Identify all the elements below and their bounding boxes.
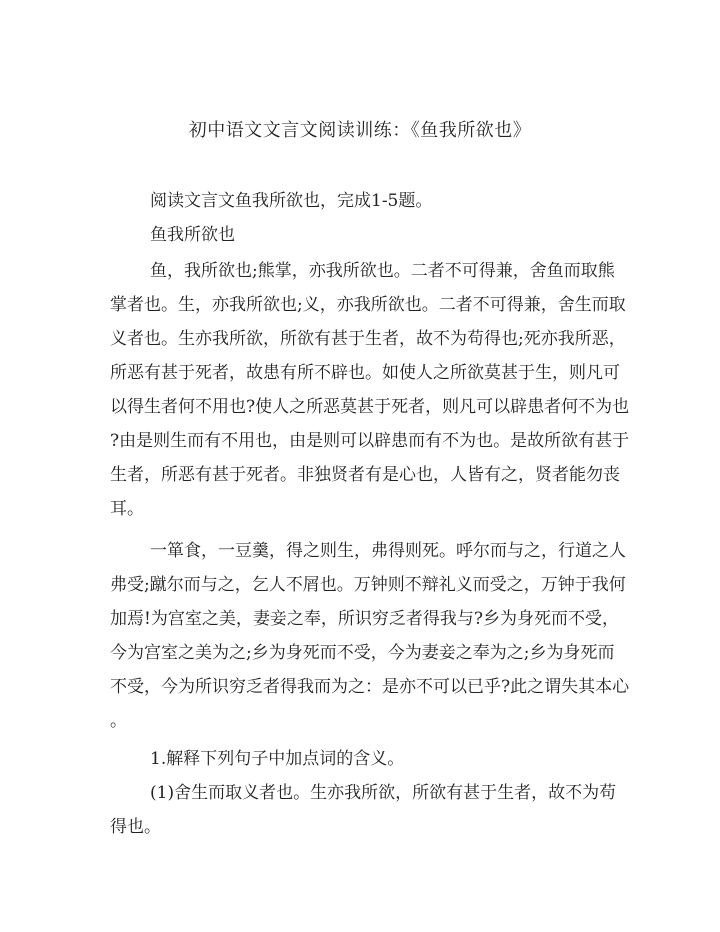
paragraph-line: 。 <box>110 711 127 731</box>
passage-title: 鱼我所欲也 <box>150 225 235 245</box>
passage-title-block <box>110 218 614 252</box>
paragraph-line: 今为宫室之美为之;乡为身死而不受，今为妻妾之奉为之;乡为身死而 <box>110 643 615 663</box>
paragraph-line: 加焉!为宫室之美，妻妾之奉，所识穷乏者得我与?乡为身死而不受， <box>110 609 619 629</box>
paragraph-line: 以得生者何不用也?使人之所恶莫甚于死者，则凡可以辟患者何不为也 <box>110 397 630 417</box>
paragraph-line: 义者也。生亦我所欲，所欲有甚于生者，故不为苟得也;死亦我所恶， <box>110 329 626 349</box>
question-1-item-1 <box>110 776 617 844</box>
question-item-line: (1)舍生而取义者也。生亦我所欲，所欲有甚于生者，故不为苟 <box>150 783 617 803</box>
intro-text: 阅读文言文鱼我所欲也，完成1-5题。 <box>150 191 433 211</box>
paragraph-line: 掌者也。生，亦我所欲也;义，亦我所欲也。二者不可得兼，舍生而取 <box>110 295 626 315</box>
paragraph-2 <box>110 534 630 738</box>
paragraph-line: 生者，所恶有甚于死者。非独贤者有是心也，人皆有之，贤者能勿丧 <box>110 465 620 485</box>
question-1 <box>110 742 614 776</box>
paragraph-line: ?由是则生而有不用也，由是则可以辟患而有不为也。是故所欲有甚于 <box>110 431 630 451</box>
paragraph-line: 鱼，我所欲也;熊掌，亦我所欲也。二者不可得兼，舍鱼而取熊 <box>150 261 615 281</box>
page-title: 初中语文文言文阅读训练：《鱼我所欲也》 <box>188 120 532 141</box>
paragraph-line: 一箪食，一豆羹，得之则生，弗得则死。呼尔而与之，行道之人 <box>150 541 626 561</box>
paragraph-1 <box>110 254 630 526</box>
question-text: 1.解释下列句子中加点词的含义。 <box>150 749 405 769</box>
paragraph-line: 弗受;蹴尔而与之，乞人不屑也。万钟则不辩礼义而受之，万钟于我何 <box>110 575 626 595</box>
paragraph-line: 耳。 <box>110 499 144 519</box>
question-item-line: 得也。 <box>110 817 161 837</box>
intro-paragraph <box>110 184 614 218</box>
paragraph-line: 所恶有甚于死者，故患有所不辟也。如使人之所欲莫甚于生，则凡可 <box>110 363 620 383</box>
paragraph-line: 不受，今为所识穷乏者得我而为之：是亦不可以已乎?此之谓失其本心 <box>110 677 630 697</box>
